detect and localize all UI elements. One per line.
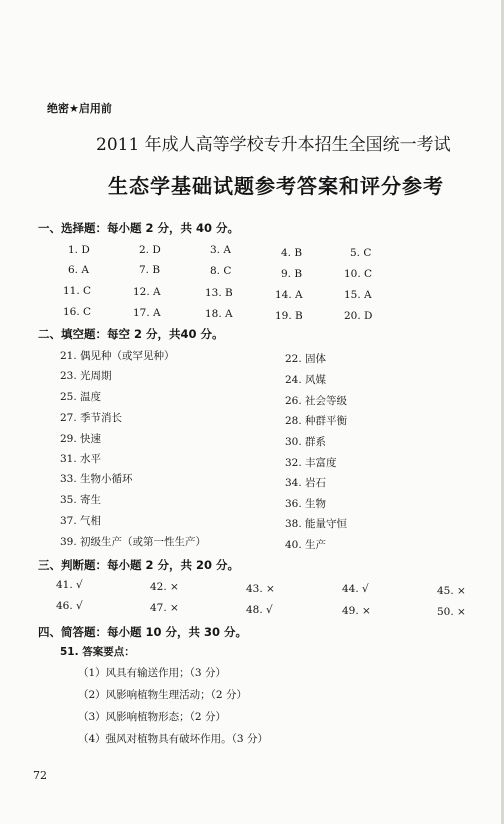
tf-answer: 41. √ xyxy=(56,579,83,591)
mc-answer: 5. C xyxy=(350,247,372,259)
mc-answer: 1. D xyxy=(68,244,90,256)
fill-answer: 40. 生产 xyxy=(285,539,327,551)
fill-answer: 38. 能量守恒 xyxy=(285,518,348,530)
mc-answer: 3. A xyxy=(210,244,231,256)
fill-answer: 33. 生物小循环 xyxy=(60,473,133,485)
mc-answer: 8. C xyxy=(210,265,232,277)
tf-answer: 42. × xyxy=(150,581,179,593)
fill-answer: 30. 群系 xyxy=(285,436,327,448)
mc-answer: 4. B xyxy=(281,247,303,259)
tf-answer: 46. √ xyxy=(56,600,83,612)
confidential-label: 绝密★启用前 xyxy=(47,102,112,115)
fill-answer: 27. 季节消长 xyxy=(60,412,123,424)
mc-answer: 18. A xyxy=(205,308,233,320)
answer-point: （1）风具有输送作用；（3 分） xyxy=(78,667,226,679)
section-heading-multiple-choice: 一、选择题：每小题 2 分，共 40 分。 xyxy=(38,221,240,235)
tf-answer: 47. × xyxy=(150,602,179,614)
page-title: 生态学基础试题参考答案和评分参考 xyxy=(108,174,444,198)
fill-answer: 32. 丰富度 xyxy=(285,457,337,469)
section-heading-fill-in: 二、填空题：每空 2 分，共40 分。 xyxy=(38,327,224,341)
fill-answer: 24. 风媒 xyxy=(285,374,327,386)
mc-answer: 20. D xyxy=(344,310,373,322)
tf-answer: 50. × xyxy=(437,606,466,618)
fill-answer: 39. 初级生产（或第一性生产） xyxy=(60,536,207,548)
mc-answer: 6. A xyxy=(68,264,89,276)
fill-answer: 34. 岩石 xyxy=(285,477,327,489)
page-number: 72 xyxy=(33,769,47,782)
mc-answer: 17. A xyxy=(133,307,161,319)
fill-answer: 22. 固体 xyxy=(285,353,327,365)
tf-answer: 44. √ xyxy=(342,583,369,595)
fill-answer: 28. 种群平衡 xyxy=(285,415,348,427)
fill-answer: 23. 光周期 xyxy=(60,370,112,382)
mc-answer: 12. A xyxy=(133,286,161,298)
mc-answer: 19. B xyxy=(275,310,303,322)
fill-answer: 25. 温度 xyxy=(60,391,102,403)
answer-point: （4）强风对植物具有破坏作用。（3 分） xyxy=(78,733,268,745)
tf-answer: 45. × xyxy=(437,585,466,597)
question-51: 51. 答案要点： xyxy=(60,646,135,658)
answer-point: （3）风影响植物形态；（2 分） xyxy=(78,711,226,723)
section-heading-short-answer: 四、简答题：每小题 10 分，共 30 分。 xyxy=(38,625,248,639)
mc-answer: 14. A xyxy=(275,289,303,301)
fill-answer: 35. 寄生 xyxy=(60,494,102,506)
mc-answer: 9. B xyxy=(281,268,303,280)
mc-answer: 2. D xyxy=(139,244,161,256)
answer-point: （2）风影响植物生理活动；（2 分） xyxy=(78,689,247,701)
fill-answer: 21. 偶见种（或罕见种） xyxy=(60,350,175,362)
section-heading-true-false: 三、判断题：每小题 2 分，共 20 分。 xyxy=(38,558,240,572)
mc-answer: 16. C xyxy=(63,306,92,318)
tf-answer: 43. × xyxy=(246,583,275,595)
mc-answer: 11. C xyxy=(63,285,92,297)
tf-answer: 48. √ xyxy=(246,604,273,616)
exam-title: 2011 年成人高等学校专升本招生全国统一考试 xyxy=(96,135,451,155)
mc-answer: 7. B xyxy=(139,264,161,276)
fill-answer: 29. 快速 xyxy=(60,433,102,445)
fill-answer: 26. 社会等级 xyxy=(285,395,348,407)
fill-answer: 37. 气相 xyxy=(60,515,102,527)
fill-answer: 36. 生物 xyxy=(285,498,327,510)
mc-answer: 15. A xyxy=(344,289,372,301)
mc-answer: 10. C xyxy=(344,268,373,280)
fill-answer: 31. 水平 xyxy=(60,453,102,465)
mc-answer: 13. B xyxy=(205,287,233,299)
tf-answer: 49. × xyxy=(342,605,371,617)
